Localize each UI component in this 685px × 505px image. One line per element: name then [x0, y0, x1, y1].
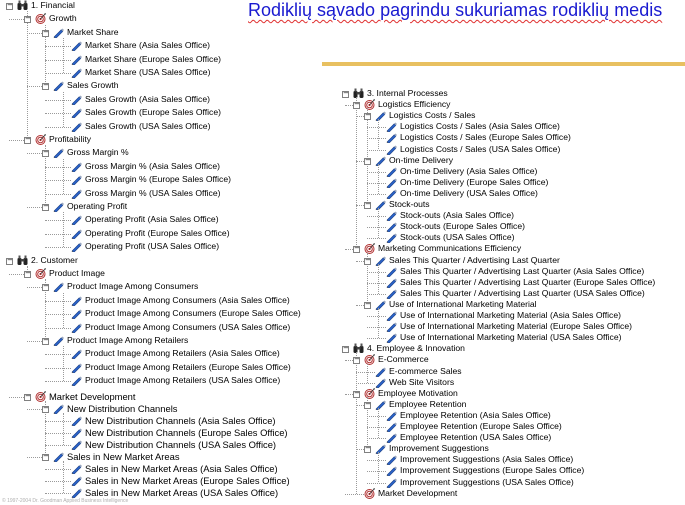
binoculars-icon [353, 343, 364, 356]
tree-connector [367, 216, 386, 217]
collapse-toggle-icon[interactable] [364, 158, 371, 165]
tree-node-label: E-commerce Sales [389, 365, 462, 376]
target-icon [364, 354, 375, 367]
tree-connector [45, 127, 71, 128]
tree-node-label: Product Image [49, 268, 105, 278]
tree-connector [45, 493, 71, 494]
tree-branch-line [63, 159, 64, 194]
tree-connector [367, 483, 386, 484]
pen-icon [71, 67, 82, 80]
tree-node-label: Improvement Suggestions (Europe Sales Office) [400, 465, 585, 476]
tree-node-label: Sales Growth [67, 80, 119, 91]
tree-connector [45, 328, 71, 329]
collapse-toggle-icon[interactable] [42, 284, 49, 291]
tree-connector [345, 360, 353, 361]
tree-branch-line [378, 408, 379, 438]
pen-icon [71, 375, 82, 388]
tree-node-label: On-time Delivery [389, 154, 453, 165]
tree-connector [45, 180, 71, 181]
tree-connector [27, 207, 42, 208]
tree-connector [367, 427, 386, 428]
tree-connector [45, 433, 71, 434]
collapse-toggle-icon[interactable] [364, 113, 371, 120]
tree-branch-line [367, 364, 368, 383]
tree-node-label: Stock-outs (Europe Sales Office) [400, 221, 525, 232]
pen-icon [71, 439, 82, 451]
tree-node-label: Sales in New Market Areas (USA Sales Office) [85, 487, 279, 498]
collapse-toggle-icon[interactable] [42, 454, 49, 461]
tree-right [342, 88, 685, 505]
tree-connector [367, 138, 386, 139]
tree-connector [356, 449, 364, 450]
tree-connector [27, 287, 42, 288]
tree-connector [27, 86, 42, 87]
tree-connector [367, 327, 386, 328]
tree-connector [356, 372, 375, 373]
pen-icon [71, 308, 82, 321]
pen-icon [71, 94, 82, 107]
collapse-toggle-icon[interactable] [42, 30, 49, 37]
tree-node-label: Web Site Visitors [389, 376, 455, 387]
collapse-toggle-icon[interactable] [364, 402, 371, 409]
tree-node-label: New Distribution Channels (Europe Sales Office) [85, 427, 288, 438]
tree-connector [356, 205, 364, 206]
tree-branch-line [63, 212, 64, 247]
title-rule [322, 62, 685, 66]
collapse-toggle-icon[interactable] [6, 258, 13, 265]
tree-node-label: On-time Delivery (Europe Sales Office) [400, 176, 549, 187]
tree-node-label: E-Commerce [378, 354, 429, 365]
tree-connector [45, 194, 71, 195]
tree-node-label: Logistics Efficiency [378, 99, 451, 110]
tree-node-label: Logistics Costs / Sales (Asia Sales Office) [400, 121, 560, 132]
tree-connector [367, 227, 386, 228]
pen-icon [71, 40, 82, 53]
tree-branch-line [356, 352, 357, 493]
pen-icon [71, 188, 82, 201]
tree-node-label: Market Share (Europe Sales Office) [85, 53, 221, 64]
tree-branch-line [63, 346, 64, 381]
tree-connector [367, 471, 386, 472]
tree-connector [45, 100, 71, 101]
collapse-toggle-icon[interactable] [342, 346, 349, 353]
collapse-toggle-icon[interactable] [42, 83, 49, 90]
tree-connector [45, 167, 71, 168]
tree-node-label: Gross Margin % (Europe Sales Office) [85, 174, 231, 185]
tree-branch-line [378, 452, 379, 482]
tree-branch-line [378, 264, 379, 294]
tree-connector [45, 234, 71, 235]
tree-node-label: Use of International Marketing Material (Asia Sales Office) [400, 310, 621, 320]
collapse-toggle-icon[interactable] [42, 338, 49, 345]
collapse-toggle-icon[interactable] [342, 91, 349, 98]
target-icon [364, 388, 375, 401]
pen-icon [71, 107, 82, 120]
tree-node-label: Stock-outs [389, 199, 430, 209]
collapse-toggle-icon[interactable] [353, 391, 360, 398]
tree-connector [45, 60, 71, 61]
tree-node-label: 4. Employee & Innovation [367, 343, 465, 354]
tree-branch-line [378, 119, 379, 149]
tree-node-label: Operating Profit (Asia Sales Office) [85, 214, 219, 225]
tree-node-label: Product Image Among Retailers (Europe Sales Office) [85, 361, 291, 372]
tree-connector [45, 46, 71, 47]
tree-node-label: Operating Profit (USA Sales Office) [85, 241, 220, 252]
tree-node-label: Gross Margin % (Asia Sales Office) [85, 160, 220, 171]
tree-node-label: 1. Financial [31, 0, 75, 10]
tree-connector [45, 354, 71, 355]
tree-connector [45, 314, 71, 315]
pen-icon [71, 295, 82, 308]
pen-icon [71, 174, 82, 187]
collapse-toggle-icon[interactable] [24, 271, 31, 278]
tree-connector [367, 460, 386, 461]
tree-node-label: Product Image Among Consumers (Asia Sales Office) [85, 294, 290, 305]
tree-node-label: Employee Motivation [378, 387, 458, 398]
tree-connector [367, 172, 386, 173]
tree-node-label: Product Image Among Retailers [67, 335, 189, 345]
tree-node-label: Sales This Quarter / Advertising Last Quarter [389, 254, 560, 265]
tree-branch-line [63, 293, 64, 328]
tree-connector [367, 150, 386, 151]
pen-icon [71, 54, 82, 67]
tree-connector [27, 153, 42, 154]
tree-node-label: Employee Retention (USA Sales Office) [400, 432, 552, 443]
collapse-toggle-icon[interactable] [353, 357, 360, 364]
tree-node-label: Market Share (Asia Sales Office) [85, 40, 210, 51]
tree-node-label: Product Image Among Consumers (USA Sales Office) [85, 321, 291, 332]
slide-title: Rodiklių sąvado pagrindu sukuriamas rodiklių medis [248, 0, 663, 20]
tree-node-label: Marketing Communications Efficiency [378, 243, 522, 254]
tree-node-label: Sales in New Market Areas (Europe Sales Office) [85, 475, 290, 486]
tree-node-label: Product Image Among Consumers (Europe Sales Office) [85, 308, 301, 319]
tree-node-label: Sales This Quarter / Advertising Last Quarter (USA Sales Office) [400, 287, 645, 298]
tree-connector [367, 238, 386, 239]
tree-node-label: Logistics Costs / Sales (USA Sales Office) [400, 143, 561, 154]
tree-node-label: Sales in New Market Areas (Asia Sales Office) [85, 463, 278, 474]
tree-market-development [6, 388, 326, 498]
tree-node-label: Employee Retention [389, 398, 467, 409]
tree-connector [45, 301, 71, 302]
tree-node-label: Market Share (USA Sales Office) [85, 67, 211, 77]
pen-icon [71, 241, 82, 254]
tree-node-label: New Distribution Channels (Asia Sales Office) [85, 415, 276, 426]
tree-connector [345, 249, 353, 250]
tree-connector [45, 368, 71, 369]
pen-icon [71, 427, 82, 439]
tree-connector [27, 409, 42, 410]
pen-icon [71, 161, 82, 174]
pen-icon [375, 199, 386, 212]
tree-connector [367, 127, 386, 128]
tree-node-label: Market Share [67, 26, 119, 37]
pen-icon [375, 443, 386, 456]
tree-connector [45, 445, 71, 446]
collapse-toggle-icon[interactable] [353, 246, 360, 253]
tree-node-label: Improvement Suggestions [389, 443, 489, 454]
tree-connector [45, 113, 71, 114]
tree-connector [45, 220, 71, 221]
tree-node-label: 2. Customer [31, 254, 78, 265]
pen-icon [375, 155, 386, 168]
pen-icon [71, 228, 82, 241]
tree-node-label: Operating Profit (Europe Sales Office) [85, 227, 230, 238]
pen-icon [375, 110, 386, 123]
tree-connector [45, 421, 71, 422]
tree-branch-line [63, 92, 64, 127]
collapse-toggle-icon[interactable] [364, 258, 371, 265]
tree-connector [356, 161, 364, 162]
target-icon [364, 99, 375, 112]
tree-connector [345, 494, 364, 495]
collapse-toggle-icon[interactable] [6, 3, 13, 10]
tree-node-label: Logistics Costs / Sales (Europe Sales Office) [400, 132, 571, 143]
tree-connector [45, 247, 71, 248]
tree-connector [45, 481, 71, 482]
tree-connector [367, 438, 386, 439]
tree-connector [9, 274, 24, 275]
tree-node-label: Operating Profit [67, 201, 128, 211]
tree-connector [367, 316, 386, 317]
pen-icon [71, 348, 82, 361]
tree-connector [367, 416, 386, 417]
tree-node-label: Product Image Among Retailers (Asia Sales Office) [85, 348, 280, 359]
tree-connector [9, 19, 24, 20]
tree-node-label: Improvement Suggestions (Asia Sales Office) [400, 454, 574, 465]
tree-connector [356, 305, 364, 306]
pen-icon [71, 214, 82, 227]
tree-node-label: Profitability [49, 134, 92, 144]
tree-node-label: Use of International Marketing Material (USA Sales Office) [400, 332, 622, 343]
binoculars-icon [353, 88, 364, 101]
pen-icon [375, 299, 386, 312]
tree-node-label: Sales This Quarter / Advertising Last Quarter (Asia Sales Office) [400, 265, 645, 276]
tree-node-label: On-time Delivery (USA Sales Office) [400, 187, 538, 198]
tree-node-label: Sales in New Market Areas [67, 451, 180, 462]
pen-icon [71, 415, 82, 427]
target-icon [364, 243, 375, 256]
tree-node-label: 3. Internal Processes [367, 88, 448, 98]
tree-node-label: Improvement Suggestions (USA Sales Office) [400, 476, 574, 487]
tree-branch-line [378, 308, 379, 338]
tree-connector [356, 261, 364, 262]
tree-connector [27, 33, 42, 34]
tree-node-label: New Distribution Channels (USA Sales Office) [85, 439, 277, 450]
tree-connector [345, 394, 353, 395]
tree-connector [27, 457, 42, 458]
tree-connector [27, 341, 42, 342]
pen-icon [71, 121, 82, 134]
tree-connector [367, 194, 386, 195]
tree-node-label: Stock-outs (Asia Sales Office) [400, 210, 514, 221]
tree-node-label: Market Development [378, 487, 458, 498]
collapse-toggle-icon[interactable] [24, 137, 31, 144]
footer-copyright: © 1997-2004 Dr. Goodman Applied Business Intelligence [2, 498, 129, 504]
tree-connector [9, 397, 24, 398]
tree-connector [367, 283, 386, 284]
tree-connector [45, 73, 71, 74]
tree-node-label: New Distribution Channels [67, 403, 178, 414]
pen-icon [375, 399, 386, 412]
collapse-toggle-icon[interactable] [364, 446, 371, 453]
collapse-toggle-icon[interactable] [42, 204, 49, 211]
tree-node-label: On-time Delivery (Asia Sales Office) [400, 165, 538, 176]
tree-branch-line [63, 413, 64, 445]
tree-node-label: Growth [49, 13, 77, 24]
tree-node-label: Product Image Among Retailers (USA Sales Office) [85, 375, 281, 386]
tree-node-label: Sales This Quarter / Advertising Last Quarter (Europe Sales Office) [400, 276, 656, 287]
tree-branch-line [378, 164, 379, 194]
tree-connector [356, 383, 375, 384]
tree-branch-line [356, 97, 357, 249]
collapse-toggle-icon[interactable] [42, 406, 49, 413]
pen-icon [375, 255, 386, 268]
pen-icon [71, 322, 82, 335]
tree-branch-line [63, 38, 64, 73]
tree-node-label: Use of International Marketing Material [389, 298, 537, 309]
tree-branch-line [378, 208, 379, 238]
tree-node-label: Logistics Costs / Sales [389, 110, 476, 121]
tree-node-label: Product Image Among Consumers [67, 281, 199, 292]
collapse-toggle-icon[interactable] [364, 202, 371, 209]
tree-connector [9, 140, 24, 141]
tree-node-label: Stock-outs (USA Sales Office) [400, 232, 515, 243]
tree-node-label: Use of International Marketing Material (Europe Sales Office) [400, 321, 632, 332]
collapse-toggle-icon[interactable] [24, 394, 31, 401]
tree-connector [45, 381, 71, 382]
tree-branch-line [63, 461, 64, 493]
tree-node-label: Gross Margin % [67, 147, 129, 158]
tree-connector [45, 469, 71, 470]
pen-icon [71, 475, 82, 487]
tree-node-label: Sales Growth (Europe Sales Office) [85, 107, 221, 118]
collapse-toggle-icon[interactable] [353, 102, 360, 109]
tree-branch-line [27, 11, 28, 140]
collapse-toggle-icon[interactable] [42, 150, 49, 157]
pen-icon [71, 362, 82, 375]
tree-connector [367, 338, 386, 339]
tree-node-label: Gross Margin % (USA Sales Office) [85, 187, 221, 198]
tree-connector [345, 105, 353, 106]
tree-connector [367, 183, 386, 184]
pen-icon [71, 463, 82, 475]
tree-node-label: Sales Growth (Asia Sales Office) [85, 93, 210, 104]
tree-node-label: Sales Growth (USA Sales Office) [85, 120, 211, 131]
collapse-toggle-icon[interactable] [24, 16, 31, 23]
collapse-toggle-icon[interactable] [364, 302, 371, 309]
tree-node-label: Employee Retention (Asia Sales Office) [400, 409, 551, 420]
tree-node-label: Market Development [49, 391, 136, 402]
tree-connector [367, 294, 386, 295]
target-icon [364, 488, 375, 501]
tree-connector [356, 405, 364, 406]
tree-connector [356, 116, 364, 117]
tree-connector [367, 272, 386, 273]
tree-node-label: Employee Retention (Europe Sales Office) [400, 421, 562, 431]
